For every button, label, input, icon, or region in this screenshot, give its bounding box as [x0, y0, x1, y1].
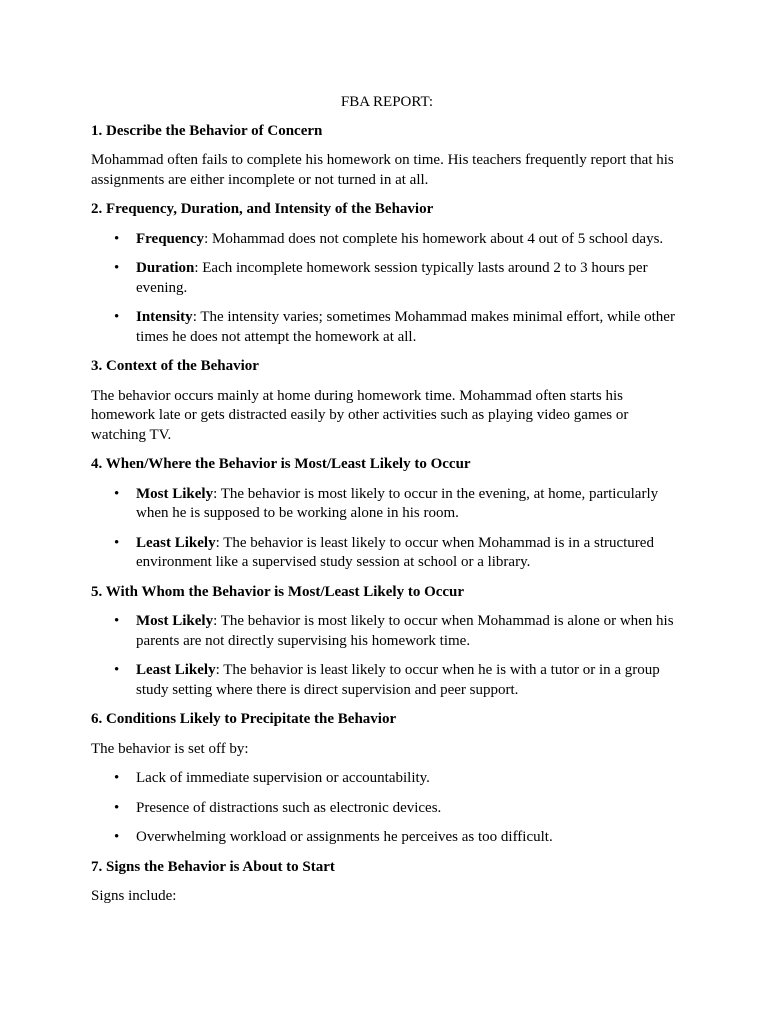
bullet-icon: •: [114, 770, 120, 786]
bullet-text: : The behavior is most likely to occur in the evening, at home, particularly when he is supposed to be working alone in his room.: [136, 485, 659, 521]
section-3-heading: 3. Context of the Behavior: [91, 358, 259, 374]
bullet-icon: •: [114, 613, 120, 629]
bullet-text: Overwhelming workload or assignments he perceives as too difficult.: [136, 829, 553, 845]
section-7-heading: 7. Signs the Behavior is About to Start: [91, 858, 335, 875]
section-5-list: [91, 612, 683, 700]
bullet-text: : The intensity varies; sometimes Mohammad makes minimal effort, while other times he does not attempt the homework at all.: [136, 309, 675, 345]
list-item: [91, 259, 683, 298]
section-4-list: [91, 485, 683, 573]
bullet-icon: •: [114, 230, 120, 247]
bullet-icon: •: [114, 485, 120, 502]
section-5-heading: 5. With Whom the Behavior is Most/Least Likely to Occur: [91, 583, 465, 600]
section-6-list: [91, 769, 683, 848]
list-item: [91, 661, 683, 700]
section-2-heading: 2. Frequency, Duration, and Intensity of the Behavior: [91, 201, 434, 217]
bullet-icon: •: [114, 534, 120, 551]
list-item: [91, 769, 683, 789]
document-body: [91, 93, 683, 917]
section-2-list: [91, 230, 683, 348]
document-title: FBA REPORT:: [340, 94, 434, 110]
list-item: [91, 612, 683, 651]
list-item: [91, 534, 683, 573]
bullet-text: : Each incomplete homework session typically lasts around 2 to 3 hours per evening.: [136, 260, 648, 296]
section-3-paragraph: The behavior occurs mainly at home during homework time. Mohammad often starts his homework late or gets distracted easily by other activities such as playing video games or watching TV.: [91, 387, 629, 443]
section-4-heading: 4. When/Where the Behavior is Most/Least Likely to Occur: [91, 456, 471, 472]
section-7-paragraph: Signs include:: [91, 888, 177, 904]
section-6-heading: 6. Conditions Likely to Precipitate the Behavior: [91, 711, 397, 727]
bullet-icon: •: [114, 829, 120, 845]
bullet-icon: •: [114, 662, 120, 678]
section-6-paragraph: The behavior is set off by:: [91, 740, 249, 757]
list-item: [91, 799, 683, 819]
bullet-term: Duration: [136, 260, 195, 276]
bullet-term: Least Likely: [136, 534, 216, 551]
bullet-term: Most Likely: [136, 613, 214, 629]
list-item: [91, 230, 683, 250]
bullet-icon: •: [114, 260, 120, 276]
list-item: [91, 308, 683, 347]
bullet-term: Least Likely: [136, 662, 216, 678]
bullet-text: Lack of immediate supervision or accountability.: [136, 770, 430, 786]
bullet-text: Presence of distractions such as electronic devices.: [136, 799, 442, 816]
bullet-term: Most Likely: [136, 485, 214, 502]
bullet-icon: •: [114, 309, 120, 325]
section-1-heading: 1. Describe the Behavior of Concern: [91, 122, 323, 139]
bullet-text: : The behavior is least likely to occur when he is with a tutor or in a group study setting where there is direct supervision and peer support.: [136, 662, 660, 698]
bullet-term: Intensity: [136, 309, 193, 325]
list-item: [91, 485, 683, 524]
section-1-paragraph: Mohammad often fails to complete his homework on time. His teachers frequently report that his assignments are either incomplete or not turned in at all.: [91, 152, 674, 188]
bullet-text: : Mohammad does not complete his homework about 4 out of 5 school days.: [204, 230, 664, 247]
list-item: [91, 828, 683, 848]
bullet-term: Frequency: [136, 230, 205, 247]
bullet-text: : The behavior is least likely to occur when Mohammad is in a structured environment like a supervised study session at school or a library.: [136, 534, 654, 570]
bullet-icon: •: [114, 799, 120, 816]
bullet-text: : The behavior is most likely to occur when Mohammad is alone or when his parents are not directly supervising his homework time.: [136, 613, 674, 649]
